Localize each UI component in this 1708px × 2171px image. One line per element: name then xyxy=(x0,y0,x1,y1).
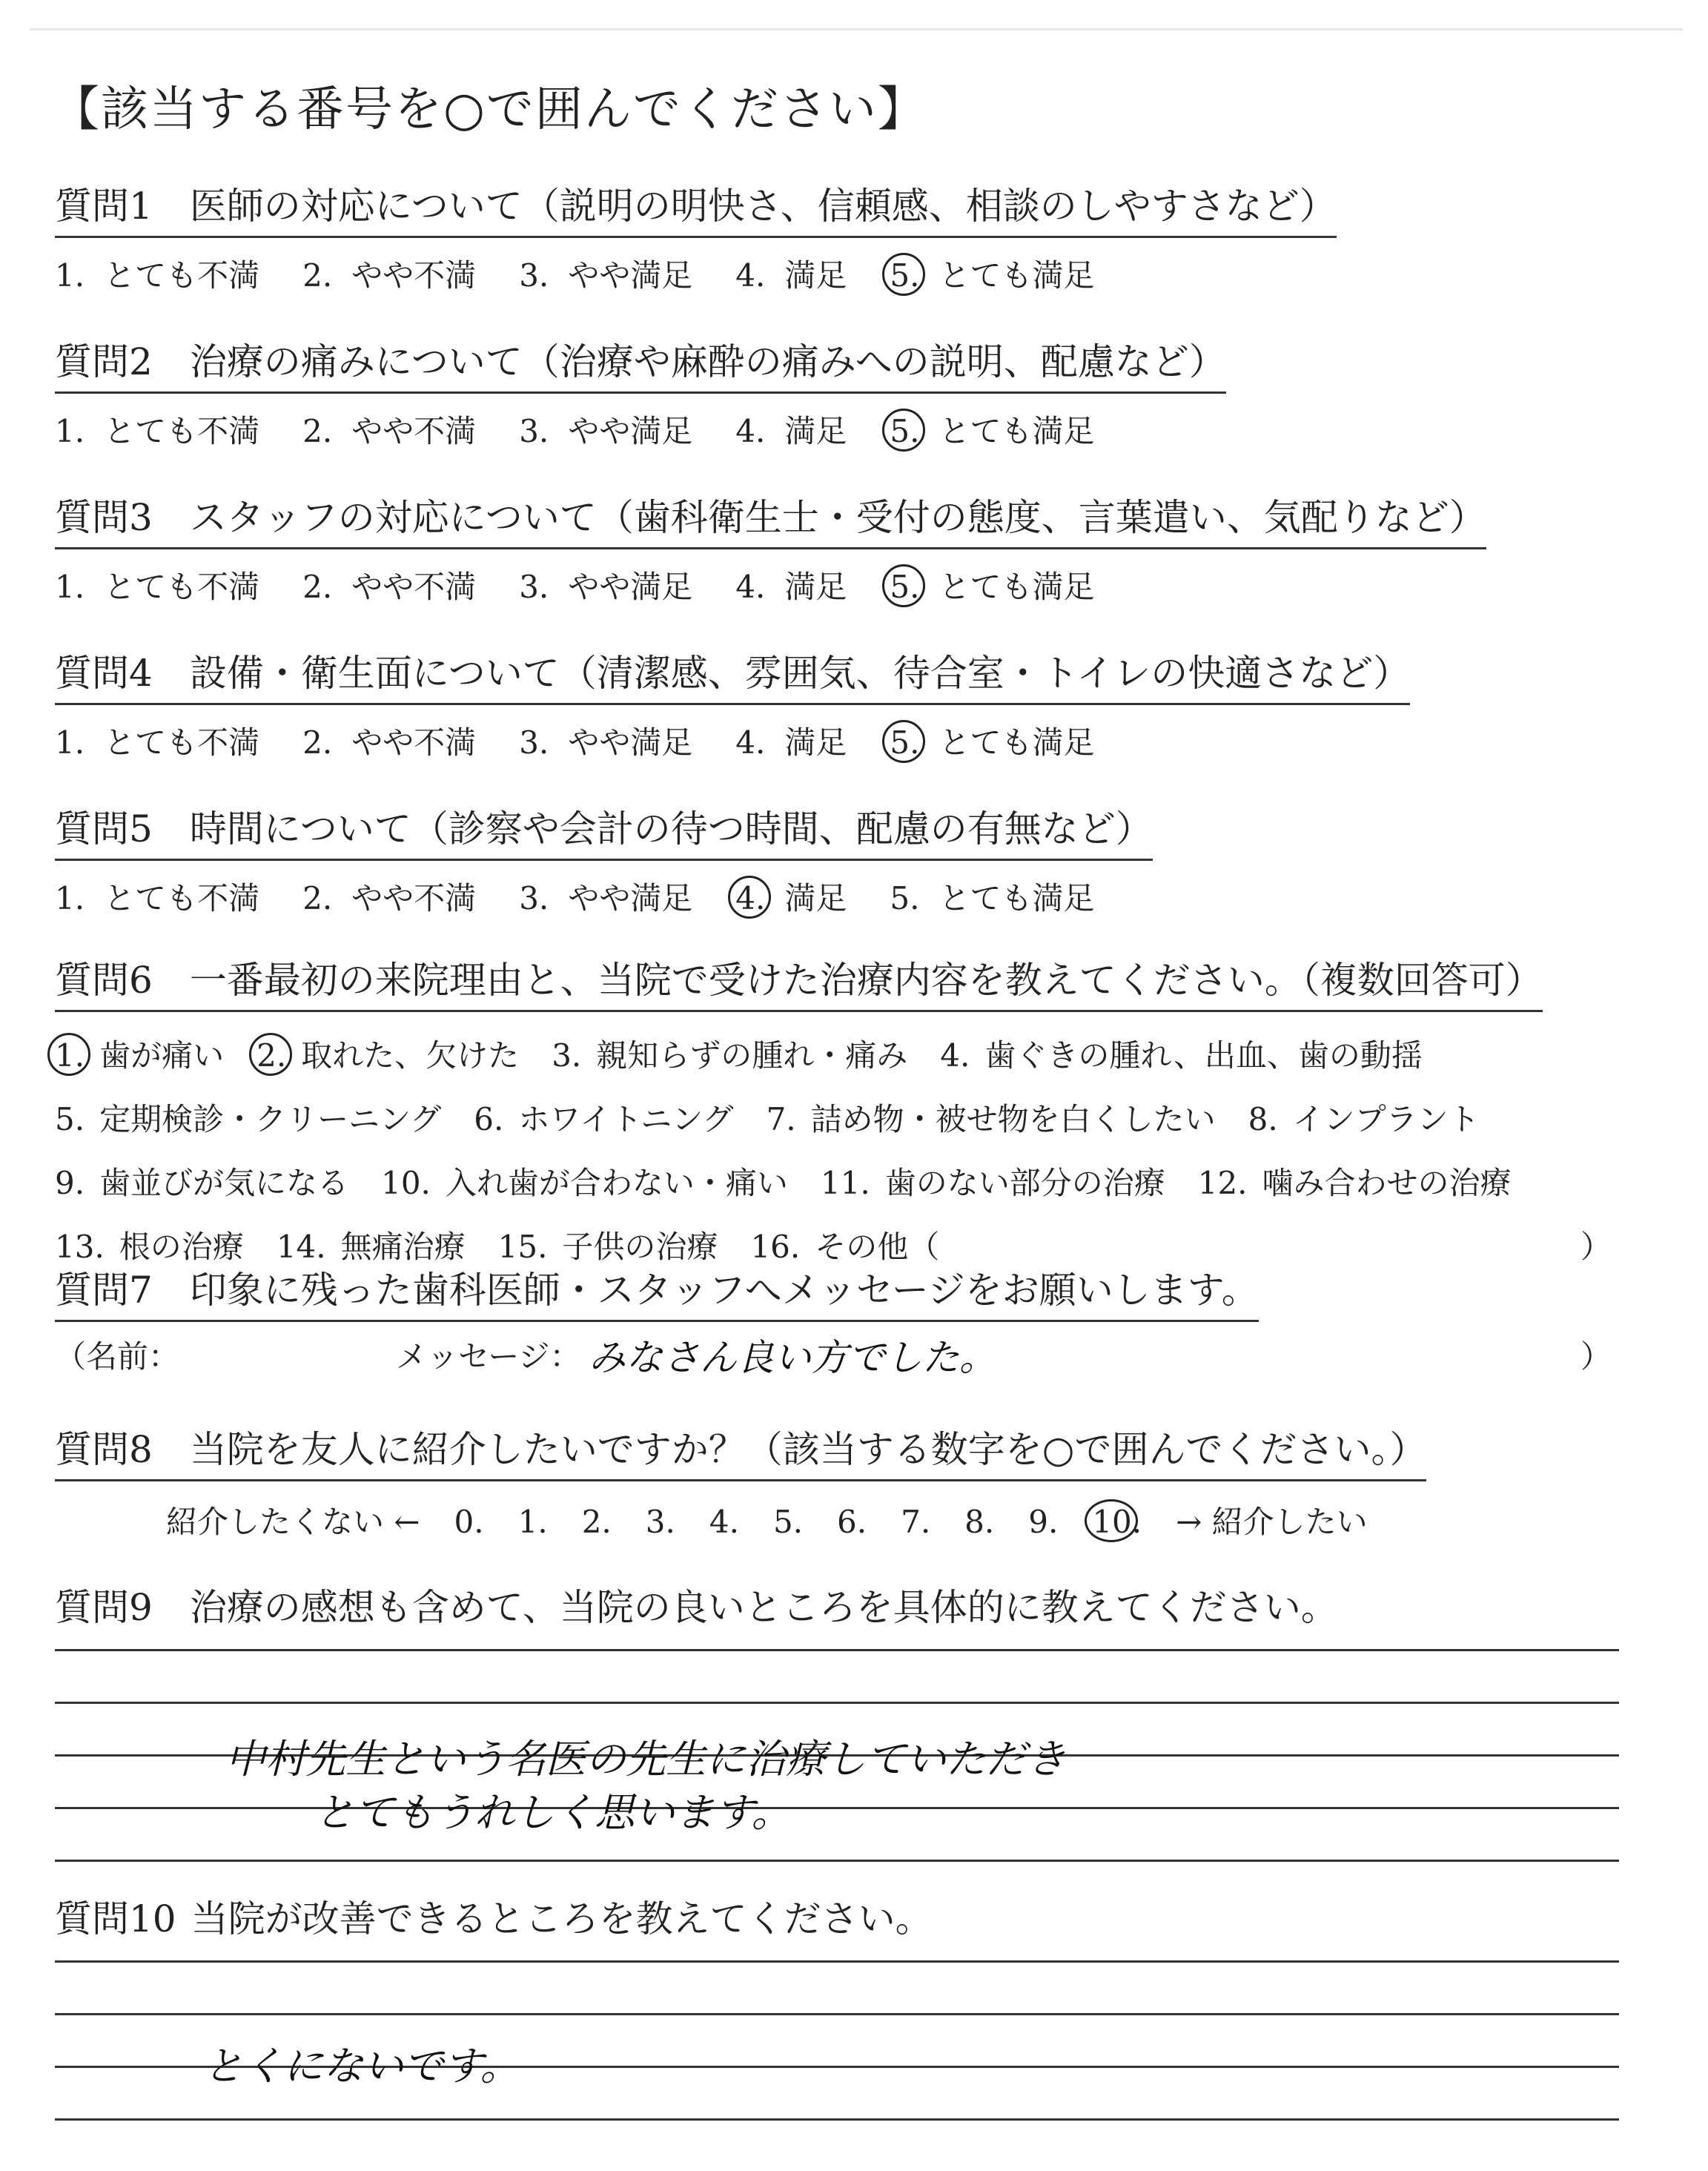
question-8 xyxy=(55,1420,1634,1542)
option-2[interactable] xyxy=(302,718,476,763)
question-5 xyxy=(55,799,1634,919)
option-4[interactable] xyxy=(735,874,847,919)
question-7-heading xyxy=(55,1260,1259,1322)
option-number: 4. xyxy=(735,413,766,449)
q6-option-7[interactable] xyxy=(767,1095,1216,1140)
q6-options-row xyxy=(55,1159,1634,1203)
option-label: とても不満 xyxy=(104,880,260,916)
option-label: とても満足 xyxy=(939,569,1095,605)
scale-option-7[interactable]: 7. xyxy=(901,1504,931,1540)
question-number: 質問1 xyxy=(55,185,153,228)
question-title: 一番最初の来院理由と、当院で受けた治療内容を教えてください。（複数回答可） xyxy=(189,959,1543,1002)
option-label: とても不満 xyxy=(104,257,260,294)
option-1[interactable] xyxy=(55,874,259,919)
option-label: インプラント xyxy=(1292,1101,1480,1137)
option-number: 1. xyxy=(55,569,85,605)
question-title: 当院が改善できるところを教えてください。 xyxy=(191,1897,933,1940)
question-3 xyxy=(55,488,1634,607)
option-label: 取れた、欠けた xyxy=(301,1037,520,1074)
option-number: 12. xyxy=(1197,1165,1248,1201)
question-number: 質問9 xyxy=(55,1586,153,1629)
option-number: 2. xyxy=(302,257,333,294)
ruled-line xyxy=(55,2118,1619,2121)
option-number: 5. xyxy=(890,569,920,605)
option-label: 満足 xyxy=(784,569,847,605)
answer-lines[interactable] xyxy=(55,1649,1619,1862)
option-label: やや満足 xyxy=(568,413,693,449)
recommend-scale xyxy=(55,1498,1634,1542)
option-3[interactable] xyxy=(519,563,692,607)
ruled-line xyxy=(55,1702,1619,1704)
option-label: 満足 xyxy=(784,257,847,294)
option-label: やや不満 xyxy=(351,880,477,916)
ruled-line xyxy=(55,1960,1619,1963)
option-number: 2. xyxy=(302,569,333,605)
option-number: 5. xyxy=(890,413,920,449)
question-4-heading xyxy=(55,644,1410,705)
option-3[interactable] xyxy=(519,718,692,763)
question-title: 設備・衛生面について（清潔感、雰囲気、待合室・トイレの快適さなど） xyxy=(189,652,1411,695)
option-number: 5. xyxy=(890,724,920,761)
option-label: やや不満 xyxy=(351,257,477,294)
close-paren: ） xyxy=(1580,1229,1612,1265)
option-number: 10. xyxy=(381,1165,431,1201)
message-row xyxy=(55,1332,1634,1377)
scale-option-0[interactable]: 0. xyxy=(454,1504,484,1540)
question-1 xyxy=(55,176,1634,296)
question-2-heading xyxy=(55,332,1226,394)
option-label: やや不満 xyxy=(351,724,477,761)
question-title: 印象に残った歯科医師・スタッフへメッセージをお願いします。 xyxy=(189,1269,1259,1312)
option-label: 子供の治療 xyxy=(562,1229,718,1265)
q6-option-8[interactable] xyxy=(1248,1095,1480,1140)
option-1[interactable] xyxy=(55,407,259,452)
option-label: やや満足 xyxy=(568,880,693,916)
option-number: 8. xyxy=(1248,1101,1278,1137)
option-number: 2. xyxy=(302,724,333,761)
scale-left-label: 紹介したくない ← xyxy=(166,1504,420,1540)
q6-option-5[interactable] xyxy=(55,1095,441,1140)
question-10 xyxy=(55,1889,1634,2171)
scale-right-label: → 紹介したい xyxy=(1176,1504,1368,1540)
scale-option-9[interactable]: 9. xyxy=(1028,1504,1059,1540)
option-label: 詰め物・被せ物を白くしたい xyxy=(810,1101,1216,1137)
option-number: 5. xyxy=(890,257,920,294)
option-label: 歯並びが気になる xyxy=(99,1165,349,1201)
option-2[interactable] xyxy=(302,563,476,607)
question-number: 質問2 xyxy=(55,340,153,383)
option-label: 根の治療 xyxy=(119,1229,244,1265)
q6-option-9[interactable] xyxy=(55,1159,348,1203)
question-6 xyxy=(55,951,1634,1267)
question-number: 質問8 xyxy=(55,1428,153,1471)
q6-options-row xyxy=(55,1095,1634,1140)
option-1[interactable] xyxy=(55,251,259,296)
question-4 xyxy=(55,644,1634,763)
option-label: とても不満 xyxy=(104,724,260,761)
options-row xyxy=(55,718,1634,763)
scale-option-6[interactable]: 6. xyxy=(837,1504,867,1540)
q6-option-4[interactable] xyxy=(940,1031,1423,1076)
message-label: メッセージ： xyxy=(396,1338,581,1375)
option-label: やや満足 xyxy=(568,569,693,605)
close-paren: ） xyxy=(1580,1338,1612,1375)
option-label: 親知らずの腫れ・痛み xyxy=(596,1037,908,1074)
question-number: 質問5 xyxy=(55,807,153,850)
question-10-heading xyxy=(55,1889,1634,1943)
option-number: 13. xyxy=(55,1229,105,1265)
option-number: 3. xyxy=(519,724,549,761)
scale-option-1[interactable]: 1. xyxy=(517,1504,548,1540)
question-5-heading xyxy=(55,799,1153,861)
option-4[interactable] xyxy=(735,251,847,296)
option-number: 1. xyxy=(55,880,85,916)
option-number: 3. xyxy=(519,880,549,916)
option-label: 満足 xyxy=(784,880,847,916)
question-number: 質問3 xyxy=(55,496,153,539)
scale-option-10[interactable]: 10. xyxy=(1092,1504,1142,1540)
option-number: 2. xyxy=(302,413,333,449)
option-number: 3. xyxy=(519,569,549,605)
option-number: 3. xyxy=(552,1037,582,1074)
q6-option-10[interactable] xyxy=(381,1159,788,1203)
option-label: やや満足 xyxy=(568,257,693,294)
question-3-heading xyxy=(55,488,1486,549)
option-number: 6. xyxy=(474,1101,504,1137)
option-label: やや満足 xyxy=(568,724,693,761)
q6-option-11[interactable] xyxy=(821,1159,1165,1203)
option-number: 4. xyxy=(735,724,766,761)
q6-option-3[interactable] xyxy=(552,1031,907,1076)
ruled-line xyxy=(55,1860,1619,1862)
ruled-line xyxy=(55,2013,1619,2015)
question-title: 当院を友人に紹介したいですか？（該当する数字を○で囲んでください。） xyxy=(189,1428,1427,1471)
option-number: 4. xyxy=(735,257,766,294)
scale-option-4[interactable]: 4. xyxy=(709,1504,739,1540)
question-8-heading xyxy=(55,1420,1426,1481)
q6-option-12[interactable] xyxy=(1198,1159,1512,1203)
question-title: 時間について（診察や会計の待つ時間、配慮の有無など） xyxy=(189,807,1153,850)
option-number: 14. xyxy=(276,1229,326,1265)
message-answer[interactable]: みなさん良い方でした。 xyxy=(589,1336,996,1379)
option-number: 1. xyxy=(55,724,85,761)
option-number: 1. xyxy=(55,413,85,449)
handwritten-answer-line-1: 中村先生という名医の先生に治療していただき xyxy=(225,1736,1066,1782)
q6-option-2[interactable] xyxy=(256,1031,519,1076)
top-border xyxy=(30,28,1683,30)
option-5[interactable] xyxy=(890,718,1094,763)
option-4[interactable] xyxy=(735,407,847,452)
question-title: スタッフの対応について（歯科衛生士・受付の態度、言葉遣い、気配りなど） xyxy=(189,496,1486,539)
option-label: ホワイトニング xyxy=(518,1101,734,1137)
option-label: 噛み合わせの治療 xyxy=(1262,1165,1512,1201)
option-label: とても不満 xyxy=(104,569,260,605)
scale-option-5[interactable]: 5. xyxy=(772,1504,804,1540)
answer-lines[interactable] xyxy=(55,1960,1619,2121)
option-number: 1. xyxy=(55,1037,85,1074)
question-number: 質問7 xyxy=(55,1269,153,1312)
option-number: 4. xyxy=(940,1037,970,1074)
ruled-line xyxy=(55,1649,1619,1651)
option-2[interactable] xyxy=(302,251,476,296)
option-label: とても満足 xyxy=(939,880,1095,916)
options-row xyxy=(55,874,1634,919)
option-number: 7. xyxy=(766,1101,796,1137)
option-label: 満足 xyxy=(784,724,847,761)
option-number: 4. xyxy=(735,880,766,916)
question-2 xyxy=(55,332,1634,452)
option-label: 無痛治療 xyxy=(340,1229,466,1265)
option-number: 16. xyxy=(750,1229,801,1265)
option-number: 3. xyxy=(519,413,549,449)
question-title: 医師の対応について（説明の明快さ、信頼感、相談のしやすさなど） xyxy=(189,185,1337,228)
option-number: 15. xyxy=(497,1229,548,1265)
question-number: 質問4 xyxy=(55,652,153,695)
option-label: とても満足 xyxy=(939,724,1095,761)
option-label: 定期検診・クリーニング xyxy=(99,1101,442,1137)
name-label: （名前： xyxy=(55,1338,180,1375)
option-number: 11. xyxy=(820,1165,870,1201)
option-number: 3. xyxy=(519,257,549,294)
option-5[interactable] xyxy=(890,874,1094,919)
option-label: 入れ歯が合わない・痛い xyxy=(445,1165,788,1201)
q6-options-row xyxy=(55,1031,1634,1076)
option-number: 9. xyxy=(55,1165,85,1201)
question-title: 治療の感想も含めて、当院の良いところを具体的に教えてください。 xyxy=(189,1586,1338,1629)
q6-option-6[interactable] xyxy=(474,1095,733,1140)
option-label: 歯が痛い xyxy=(99,1037,225,1074)
option-label: 歯ぐきの腫れ、出血、歯の動揺 xyxy=(984,1037,1423,1074)
options-row xyxy=(55,563,1634,607)
form-header: 【該当する番号を○で囲んでください】 xyxy=(52,82,927,137)
question-1-heading xyxy=(55,176,1337,238)
option-1[interactable] xyxy=(55,563,259,607)
option-4[interactable] xyxy=(735,718,847,763)
option-4[interactable] xyxy=(735,563,847,607)
question-title: 治療の痛みについて（治療や麻酔の痛みへの説明、配慮など） xyxy=(189,340,1226,383)
option-5[interactable] xyxy=(890,563,1094,607)
option-3[interactable] xyxy=(519,874,692,919)
scale-option-8[interactable]: 8. xyxy=(964,1504,995,1540)
option-number: 5. xyxy=(890,880,920,916)
options-row xyxy=(55,251,1634,296)
option-3[interactable] xyxy=(519,251,692,296)
option-label: とても満足 xyxy=(939,413,1095,449)
option-3[interactable] xyxy=(519,407,692,452)
scale-option-2[interactable]: 2. xyxy=(581,1504,612,1540)
question-6-heading xyxy=(55,951,1543,1012)
scale-option-3[interactable]: 3. xyxy=(645,1504,675,1540)
option-number: 5. xyxy=(55,1101,85,1137)
question-number: 質問10 xyxy=(55,1897,176,1940)
option-label: とても不満 xyxy=(104,413,260,449)
option-number: 2. xyxy=(302,880,333,916)
option-1[interactable] xyxy=(55,718,259,763)
handwritten-answer: とくにないです。 xyxy=(203,2043,520,2089)
option-number: 2. xyxy=(256,1037,287,1074)
option-2[interactable] xyxy=(302,874,476,919)
ruled-line xyxy=(55,1807,1619,1809)
q6-option-1[interactable] xyxy=(55,1031,224,1076)
option-5[interactable] xyxy=(890,407,1094,452)
option-label: 歯のない部分の治療 xyxy=(884,1165,1165,1201)
question-9-heading xyxy=(55,1578,1634,1631)
options-row xyxy=(55,407,1634,452)
option-number: 1. xyxy=(55,257,85,294)
option-label: その他（ xyxy=(815,1229,940,1265)
option-5[interactable] xyxy=(890,251,1094,296)
option-label: 満足 xyxy=(784,413,847,449)
option-number: 4. xyxy=(735,569,766,605)
option-2[interactable] xyxy=(302,407,476,452)
handwritten-answer-line-2: とてもうれしく思います。 xyxy=(314,1789,792,1836)
option-label: やや不満 xyxy=(351,413,477,449)
option-label: やや不満 xyxy=(351,569,477,605)
question-number: 質問6 xyxy=(55,959,153,1002)
option-label: とても満足 xyxy=(939,257,1095,294)
question-7 xyxy=(55,1260,1634,1377)
question-9 xyxy=(55,1578,1634,1912)
